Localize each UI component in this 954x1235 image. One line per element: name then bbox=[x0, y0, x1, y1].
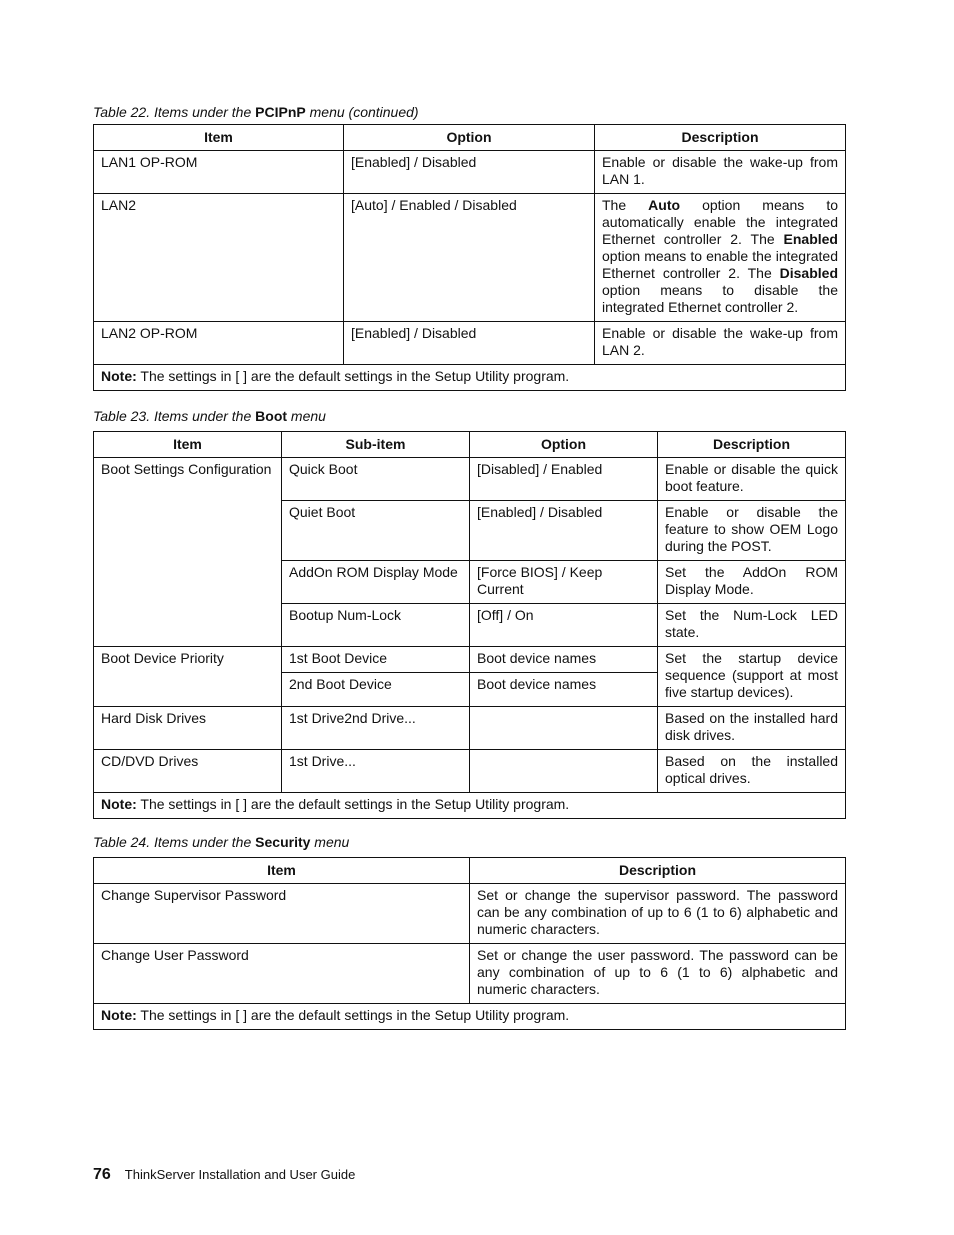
option-cell bbox=[470, 750, 658, 793]
item-cell: Change Supervisor Password bbox=[94, 884, 470, 944]
table-header-row bbox=[94, 125, 846, 151]
description-cell: Enable or disable the quick boot feature. bbox=[658, 458, 846, 501]
item-cell: LAN1 OP-ROM bbox=[94, 151, 344, 194]
option-cell: [Enabled] / Disabled bbox=[344, 151, 595, 194]
table-row bbox=[94, 944, 846, 1004]
note-cell: Note: The settings in [ ] are the default settings in the Setup Utility program. bbox=[94, 1004, 846, 1030]
document-title: ThinkServer Installation and User Guide bbox=[124, 1167, 356, 1182]
column-header: Description bbox=[658, 432, 846, 458]
table24-caption: Table 24. Items under the Security menu bbox=[93, 834, 350, 850]
description-cell: Set the startup device sequence (support at most five startup devices). bbox=[658, 647, 846, 707]
item-cell: CD/DVD Drives bbox=[94, 750, 282, 793]
description-cell: Set or change the user password. The password can be any combination of up to 6 (1 to 6) alphabetic and numeric characters. bbox=[470, 944, 846, 1004]
option-cell: [Auto] / Enabled / Disabled bbox=[344, 194, 595, 322]
column-header: Item bbox=[94, 432, 282, 458]
description-cell: Enable or disable the wake-up from LAN 2. bbox=[595, 322, 846, 365]
table22-pcipnp bbox=[93, 124, 846, 391]
note-cell: Note: The settings in [ ] are the default settings in the Setup Utility program. bbox=[94, 793, 846, 819]
subitem-cell: Quick Boot bbox=[282, 458, 470, 501]
option-cell: [Enabled] / Disabled bbox=[470, 501, 658, 561]
table-row bbox=[94, 151, 846, 194]
subitem-cell: 1st Drive... bbox=[282, 750, 470, 793]
option-cell: Boot device names bbox=[470, 647, 658, 673]
column-header: Option bbox=[470, 432, 658, 458]
table-row bbox=[94, 647, 846, 673]
note-row bbox=[94, 365, 846, 391]
subitem-cell: AddOn ROM Display Mode bbox=[282, 561, 470, 604]
subitem-cell: 1st Drive2nd Drive... bbox=[282, 707, 470, 750]
table-row bbox=[94, 322, 846, 365]
subitem-cell: Quiet Boot bbox=[282, 501, 470, 561]
option-cell: [Enabled] / Disabled bbox=[344, 322, 595, 365]
subitem-cell: 2nd Boot Device bbox=[282, 673, 470, 707]
item-cell: Hard Disk Drives bbox=[94, 707, 282, 750]
column-header: Description bbox=[595, 125, 846, 151]
column-header: Sub-item bbox=[282, 432, 470, 458]
subitem-cell: 1st Boot Device bbox=[282, 647, 470, 673]
description-cell: The Auto option means to automatically enable the integrated Ethernet controller 2. The Enabled option means to enable the integrated Ethernet controller 2. The Disabled option means to disable the integrated Ethernet controller 2. bbox=[595, 194, 846, 322]
table-row bbox=[94, 750, 846, 793]
table-header-row bbox=[94, 432, 846, 458]
description-cell: Enable or disable the feature to show OEM Logo during the POST. bbox=[658, 501, 846, 561]
column-header: Item bbox=[94, 125, 344, 151]
option-cell: [Off] / On bbox=[470, 604, 658, 647]
table24-security bbox=[93, 857, 846, 1030]
page-number: 76 bbox=[93, 1166, 111, 1183]
note-cell: Note: The settings in [ ] are the default settings in the Setup Utility program. bbox=[94, 365, 846, 391]
description-cell: Set the Num-Lock LED state. bbox=[658, 604, 846, 647]
note-row bbox=[94, 793, 846, 819]
column-header: Description bbox=[470, 858, 846, 884]
option-cell bbox=[470, 707, 658, 750]
description-cell: Based on the installed hard disk drives. bbox=[658, 707, 846, 750]
description-cell: Set the AddOn ROM Display Mode. bbox=[658, 561, 846, 604]
table23-caption: Table 23. Items under the Boot menu bbox=[93, 408, 326, 424]
item-cell: LAN2 bbox=[94, 194, 344, 322]
option-cell: Boot device names bbox=[470, 673, 658, 707]
option-cell: [Force BIOS] / Keep Current bbox=[470, 561, 658, 604]
subitem-cell: Bootup Num-Lock bbox=[282, 604, 470, 647]
description-cell: Set or change the supervisor password. The password can be any combination of up to 6 (1 to 6) alphabetic and numeric characters. bbox=[470, 884, 846, 944]
table-header-row bbox=[94, 858, 846, 884]
item-cell: Boot Device Priority bbox=[94, 647, 282, 707]
table23-boot bbox=[93, 431, 846, 819]
option-cell: [Disabled] / Enabled bbox=[470, 458, 658, 501]
column-header: Option bbox=[344, 125, 595, 151]
table-row bbox=[94, 884, 846, 944]
table-row bbox=[94, 707, 846, 750]
column-header: Item bbox=[94, 858, 470, 884]
item-cell: Boot Settings Configuration bbox=[94, 458, 282, 647]
item-cell: LAN2 OP-ROM bbox=[94, 322, 344, 365]
table22-caption: Table 22. Items under the PCIPnP menu (continued) bbox=[93, 104, 419, 120]
description-cell: Based on the installed optical drives. bbox=[658, 750, 846, 793]
item-cell: Change User Password bbox=[94, 944, 470, 1004]
note-row bbox=[94, 1004, 846, 1030]
table-row bbox=[94, 194, 846, 322]
page-footer bbox=[93, 1166, 355, 1184]
description-cell: Enable or disable the wake-up from LAN 1. bbox=[595, 151, 846, 194]
table-row bbox=[94, 458, 846, 501]
